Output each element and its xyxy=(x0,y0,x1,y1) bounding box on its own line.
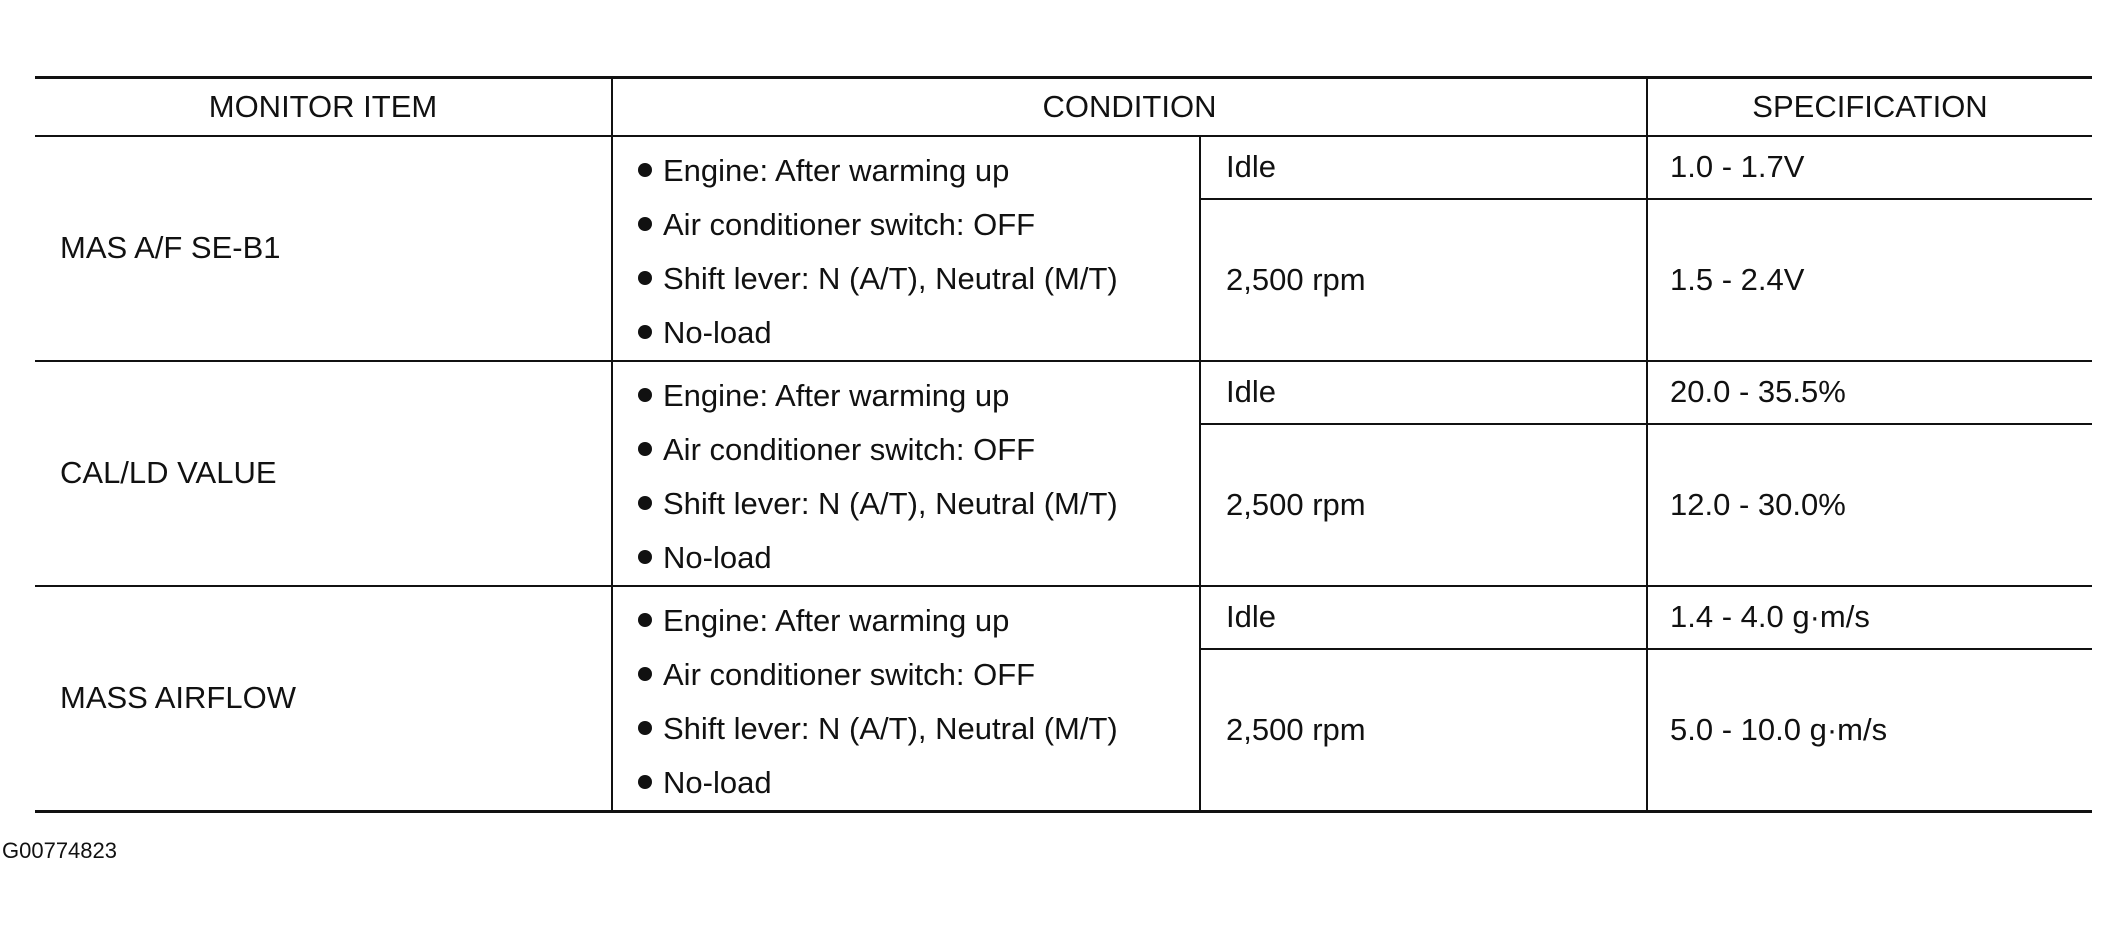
monitor-item-cell: MASS AIRFLOW xyxy=(35,586,612,812)
condition-list xyxy=(613,362,1199,585)
header-row xyxy=(35,78,2092,136)
header-condition: CONDITION xyxy=(612,78,1647,136)
list-item xyxy=(613,594,1199,648)
list-item xyxy=(613,423,1199,477)
list-item xyxy=(613,198,1199,252)
list-item xyxy=(613,477,1199,531)
list-item xyxy=(613,306,1199,360)
spec-value-cell: 1.5 - 2.4V xyxy=(1647,199,2092,361)
list-item xyxy=(613,756,1199,810)
bullet-icon xyxy=(638,613,652,627)
table-header xyxy=(35,78,2092,136)
condition-list xyxy=(613,587,1199,810)
condition-cell xyxy=(612,361,1200,586)
table-row xyxy=(35,136,2092,199)
monitor-item-cell: MAS A/F SE-B1 xyxy=(35,136,612,361)
bullet-icon xyxy=(638,667,652,681)
condition-text: Shift lever: N (A/T), Neutral (M/T) xyxy=(663,710,1118,746)
rpm-range-cell: Idle xyxy=(1200,586,1647,649)
spec-value-cell: 1.4 - 4.0 g·m/s xyxy=(1647,586,2092,649)
figure-id: G00774823 xyxy=(2,838,117,863)
list-item xyxy=(613,702,1199,756)
rpm-range-cell: Idle xyxy=(1200,361,1647,424)
condition-text: No-load xyxy=(663,764,772,800)
specification-table xyxy=(35,76,2092,813)
rpm-range-cell: 2,500 rpm xyxy=(1200,199,1647,361)
monitor-item-cell: CAL/LD VALUE xyxy=(35,361,612,586)
bullet-icon xyxy=(638,550,652,564)
condition-text: Air conditioner switch: OFF xyxy=(663,431,1036,467)
table-body xyxy=(35,136,2092,812)
rpm-range-cell: Idle xyxy=(1200,136,1647,199)
rpm-range-cell: 2,500 rpm xyxy=(1200,649,1647,811)
condition-text: No-load xyxy=(663,539,772,575)
spec-value-cell: 20.0 - 35.5% xyxy=(1647,361,2092,424)
header-monitor-item: MONITOR ITEM xyxy=(35,78,612,136)
bullet-icon xyxy=(638,271,652,285)
bullet-icon xyxy=(638,496,652,510)
condition-cell xyxy=(612,586,1200,812)
condition-text: Engine: After warming up xyxy=(663,377,1010,413)
condition-text: No-load xyxy=(663,314,772,350)
condition-text: Shift lever: N (A/T), Neutral (M/T) xyxy=(663,485,1118,521)
bullet-icon xyxy=(638,442,652,456)
spec-value-cell: 5.0 - 10.0 g·m/s xyxy=(1647,649,2092,811)
table-row xyxy=(35,361,2092,424)
list-item xyxy=(613,369,1199,423)
bullet-icon xyxy=(638,325,652,339)
bullet-icon xyxy=(638,163,652,177)
bullet-icon xyxy=(638,775,652,789)
condition-text: Engine: After warming up xyxy=(663,152,1010,188)
bullet-icon xyxy=(638,388,652,402)
condition-text: Shift lever: N (A/T), Neutral (M/T) xyxy=(663,260,1118,296)
list-item xyxy=(613,531,1199,585)
condition-text: Air conditioner switch: OFF xyxy=(663,656,1036,692)
bullet-icon xyxy=(638,217,652,231)
condition-text: Air conditioner switch: OFF xyxy=(663,206,1036,242)
rpm-range-cell: 2,500 rpm xyxy=(1200,424,1647,586)
bullet-icon xyxy=(638,721,652,735)
list-item xyxy=(613,252,1199,306)
condition-cell xyxy=(612,136,1200,361)
table-row xyxy=(35,586,2092,649)
header-specification: SPECIFICATION xyxy=(1647,78,2092,136)
condition-list xyxy=(613,137,1199,360)
spec-value-cell: 12.0 - 30.0% xyxy=(1647,424,2092,586)
list-item xyxy=(613,648,1199,702)
condition-text: Engine: After warming up xyxy=(663,602,1010,638)
spec-value-cell: 1.0 - 1.7V xyxy=(1647,136,2092,199)
list-item xyxy=(613,144,1199,198)
